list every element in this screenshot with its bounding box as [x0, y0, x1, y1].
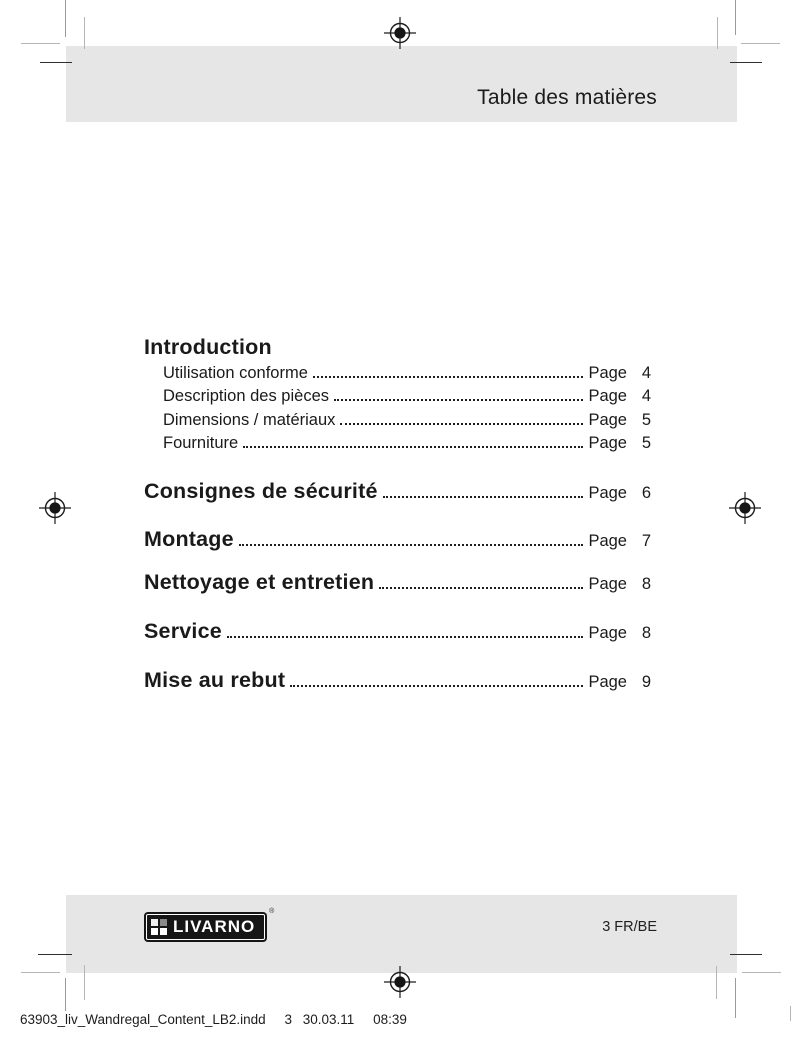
footer-band [66, 895, 737, 973]
registration-mark-bottom [384, 966, 416, 998]
toc-entry-title: Consignes de sécurité [144, 478, 378, 503]
crop-mark [716, 966, 717, 999]
page-number: 5 [641, 434, 651, 452]
page-number: 5 [641, 410, 651, 429]
crop-mark [84, 965, 85, 1000]
page-word: Page [588, 434, 627, 452]
crop-mark [38, 954, 72, 955]
crop-mark [40, 62, 72, 63]
toc-section-heading [144, 570, 651, 597]
registration-mark-right [729, 492, 761, 524]
page-number: 8 [641, 623, 651, 642]
crop-mark [735, 0, 736, 35]
toc-section-heading [144, 527, 651, 554]
slug-filename: 63903_liv_Wandregal_Content_LB2.indd [20, 1012, 266, 1027]
toc-subentry [144, 409, 651, 433]
toc-section-heading [144, 619, 651, 646]
toc-section-heading [144, 336, 651, 360]
page-word: Page [588, 410, 627, 429]
slug-sheet-number: 3 [284, 1012, 292, 1027]
toc-entry-title: Dimensions / matériaux [163, 410, 336, 429]
toc-section-heading [144, 668, 651, 695]
toc-entry-title: Mise au rebut [144, 667, 286, 692]
registration-mark-left [39, 492, 71, 524]
page-word: Page [588, 672, 627, 691]
crop-mark [730, 954, 762, 955]
dot-leader [379, 584, 583, 589]
toc-subentry [144, 362, 651, 386]
page-title: Table des matières [477, 86, 657, 109]
page-number: 9 [641, 672, 651, 691]
brand-name: LIVARNO [173, 917, 256, 936]
toc-entry-title: Fourniture [163, 434, 239, 452]
registration-mark-top [384, 17, 416, 49]
toc-section-heading [144, 479, 651, 506]
page-reference: 3 FR/BE [602, 919, 657, 935]
dot-leader [243, 443, 583, 448]
page-word: Page [588, 574, 627, 593]
slug-time: 08:39 [373, 1012, 407, 1027]
crop-mark [21, 972, 60, 973]
livarno-logo [144, 908, 275, 942]
crop-mark [735, 978, 736, 1018]
toc-subentry [144, 385, 651, 409]
registered-trademark-icon: ® [269, 908, 275, 915]
page-number: 6 [641, 483, 651, 502]
dot-leader [290, 682, 583, 687]
page-number: 7 [641, 531, 651, 550]
crop-mark [84, 17, 85, 49]
crop-mark [741, 43, 780, 44]
toc-entry-title: Description des pièces [163, 387, 329, 405]
page-word: Page [588, 531, 627, 550]
crop-mark [65, 0, 66, 37]
toc-subentry [144, 432, 651, 456]
crop-mark [65, 978, 66, 1011]
page-word: Page [588, 363, 627, 382]
toc-entry-title: Utilisation conforme [163, 363, 308, 382]
crop-mark [717, 17, 718, 49]
page-word: Page [588, 387, 627, 405]
toc-entry-title: Montage [144, 526, 234, 551]
crop-mark [730, 62, 762, 63]
dot-leader [383, 493, 584, 498]
crop-mark [21, 43, 60, 44]
slug-date: 30.03.11 [302, 1012, 355, 1027]
crop-mark [742, 972, 781, 973]
page-word: Page [588, 623, 627, 642]
page-number: 4 [641, 363, 651, 382]
page-word: Page [588, 483, 627, 502]
window-icon [151, 919, 167, 935]
toc-entry-title: Nettoyage et entretien [144, 569, 375, 594]
table-of-contents [144, 336, 651, 695]
dot-leader [340, 420, 583, 425]
dot-leader [313, 373, 584, 378]
page-number: 8 [641, 574, 651, 593]
dot-leader [239, 541, 584, 546]
dot-leader [227, 633, 584, 638]
toc-entry-title: Service [144, 618, 222, 643]
livarno-logo-inner [146, 914, 265, 940]
print-slug-line [20, 1012, 407, 1027]
crop-mark [790, 1006, 791, 1021]
page-number: 4 [641, 387, 651, 405]
toc-entry-title: Introduction [144, 335, 272, 359]
header-band [66, 46, 737, 122]
dot-leader [334, 396, 583, 401]
